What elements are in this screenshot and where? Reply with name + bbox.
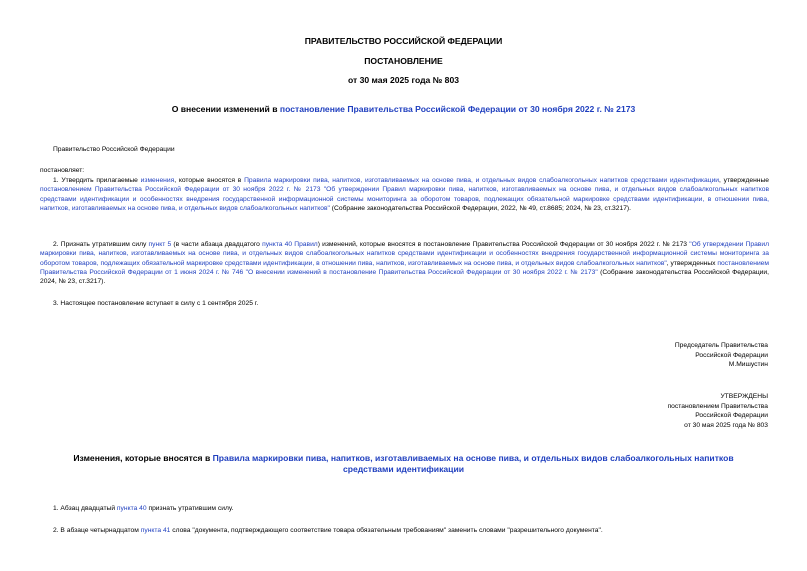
change-1-text-b: признать утратившим силу. [146, 505, 234, 512]
document-type: ПОСТАНОВЛЕНИЕ [364, 56, 443, 66]
link-point-40[interactable]: пункта 40 Правил [262, 241, 318, 248]
link-changes[interactable]: изменения [140, 177, 175, 184]
signature-block [568, 341, 768, 370]
item-1-text-d: (Собрание законодательства Российской Федерации, 2022, № 49, ст.8685; 2024, № 23, ст.3217). [329, 204, 632, 212]
change-1-text-a: 1. Абзац двадцатый [53, 505, 117, 512]
signature-line-1: Председатель Правительства [674, 342, 768, 349]
signature-line-2: Российской Федерации [695, 351, 768, 359]
document-date: от 30 мая 2025 года № 803 [347, 75, 460, 85]
approved-line-3: Российской Федерации [695, 412, 768, 419]
title-link[interactable]: постановление Правительства Российской Федерации от 30 ноября 2022 г. № 2173 [279, 104, 636, 114]
change-2 [40, 526, 769, 535]
change-1 [40, 504, 769, 513]
approved-line-1: УТВЕРЖДЕНЫ [720, 393, 768, 400]
item-1 [40, 176, 769, 213]
item-1-text-b: , которые вносятся в [174, 177, 245, 184]
title-prefix: О внесении изменений в [171, 104, 280, 114]
approved-line-4: от 30 мая 2025 года № 803 [684, 421, 768, 429]
change-2-text-a: 2. В абзаце четырнадцатом [53, 527, 141, 534]
link-rules[interactable]: Правила маркировки пива, напитков, изготавливаемых на основе пива, и отдельных видов слабоалкогольных напитков средствами идентификации [244, 177, 720, 184]
link-change-point-41[interactable]: пункта 41 [140, 527, 171, 534]
link-point-5[interactable]: пункт 5 [148, 241, 172, 248]
item-2-text-c: ) изменений, которые вносятся в постановление Правительства Российской Федерации от 30 ноября 2022 г. № 2173 [317, 241, 690, 248]
document-title [0, 104, 807, 114]
link-decree-2173[interactable]: постановлением Правительства Российской Федерации от 30 ноября 2022 г. № 2173 "Об утверждении Правил маркировки пива, напитков, изготавливаемых на основе пива, и отдельных видов слабоалкогольных напитков средствами идентификации и особенностях внедрения государственной информационной системы мониторинга за оборотом товаров, подлежащих обязательной маркировке средствами идентификации, в отношении пива, напитков, изготавливаемых на основе пива, и отдельных видов слабоалкогольных напитков" [40, 186, 769, 212]
signature-line-3: М.Мишустин [728, 361, 768, 368]
decrees-label: постановляет: [40, 167, 85, 174]
approved-line-2: постановлением Правительства [667, 402, 768, 410]
link-change-point-40[interactable]: пункта 40 [116, 505, 147, 512]
item-2-text-e: (Собрание законодательства Российской Федерации, 2024, № 23, ст.3217). [40, 268, 769, 286]
item-2-text-b: (в части абзаца двадцатого [171, 241, 263, 248]
link-decree-2173-title[interactable]: "Об утверждении Правил маркировки пива, напитков, изготавливаемых на основе пива, и отдельных видов слабоалкогольных напитков средствами идентификации и особенностях внедрения государственной информационной системы мониторинга за оборотом товаров, подлежащих обязательной маркировке средствами идентификации, в отношении пива, напитков, изготавливаемых на основе пива, и отдельных видов слабоалкогольных напитков" [40, 241, 769, 267]
item-2-text-a: 2. Признать утратившим силу [53, 241, 149, 248]
approved-block [568, 392, 768, 430]
item-1-text-c: , утвержденные [719, 177, 769, 184]
change-2-text-b: слова "документа, подтверждающего соответствие товара обязательным требованиям" заменить словами "разрешительного документа". [170, 527, 603, 534]
changes-title-prefix: Изменения, которые вносятся в [73, 453, 213, 463]
item-2-text-d: , утвержденных [666, 259, 718, 267]
item-1-text-a: 1. Утвердить прилагаемые [53, 177, 141, 184]
government-label: Правительство Российской Федерации [53, 146, 175, 153]
changes-title-link[interactable]: Правила маркировки пива, напитков, изготавливаемых на основе пива, и отдельных видов слабоалкогольных напитков средствами идентификации [212, 453, 734, 474]
org-name: ПРАВИТЕЛЬСТВО РОССИЙСКОЙ ФЕДЕРАЦИИ [304, 36, 503, 46]
item-2 [40, 240, 769, 286]
changes-title [60, 453, 747, 475]
link-decree-746[interactable]: постановлением Правительства Российской Федерации от 1 июня 2024 г. № 746 "О внесении изменений в постановление Правительства Российской Федерации от 30 ноября 2022 г. № 2173" [40, 259, 769, 276]
item-3: 3. Настоящее постановление вступает в силу с 1 сентября 2025 г. [53, 300, 259, 307]
